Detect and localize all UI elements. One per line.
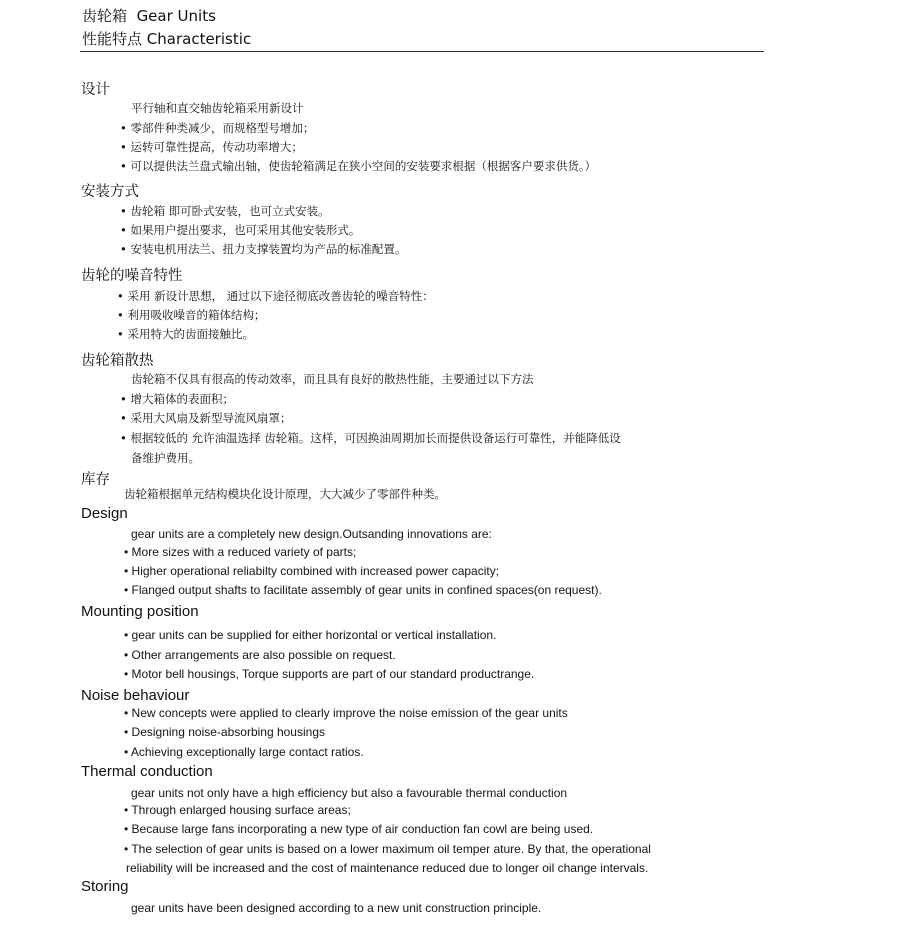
en-design-item: • Higher operational reliabilty combined with increased power capacity;: [124, 564, 500, 578]
en-thermal-heading: Thermal conduction: [81, 763, 213, 780]
en-mounting-item: • gear units can be supplied for either horizontal or vertical installation.: [124, 628, 497, 642]
en-thermal-item: • Through enlarged housing surface areas;: [124, 803, 351, 817]
cn-noise-item: • 采用 新设计思想， 通过以下途径彻底改善齿轮的噪音特性：: [117, 289, 434, 303]
en-thermal-intro: gear units not only have a high efficiency but also a favourable thermal conduction: [131, 786, 568, 800]
en-noise-item: • New concepts were applied to clearly improve the noise emission of the gear units: [124, 706, 568, 720]
title-cn: 齿轮箱: [82, 7, 128, 25]
cn-storing-heading: 库存: [81, 472, 110, 488]
header-divider: [80, 51, 764, 52]
en-design-intro: gear units are a completely new design.Outsanding innovations are:: [131, 527, 492, 541]
cn-mounting-heading: 安装方式: [81, 184, 139, 200]
subtitle-en: Characteristic: [146, 30, 252, 48]
cn-mounting-item: • 齿轮箱 即可卧式安装，也可立式安装。: [120, 204, 330, 218]
en-thermal-item: • Because large fans incorporating a new type of air conduction fan cowl are being used.: [124, 822, 594, 836]
cn-mounting-item: • 安装电机用法兰、扭力支撑装置均为产品的标准配置。: [120, 242, 407, 256]
cn-thermal-item-cont: 备维护费用。: [131, 451, 200, 465]
en-design-item: • Flanged output shafts to facilitate assembly of gear units in confined spaces(on request).: [124, 583, 602, 597]
cn-noise-item: • 利用吸收噪音的箱体结构；: [117, 308, 266, 322]
en-thermal-item-cont: reliability will be increased and the cost of maintenance reduced due to longer oil change intervals.: [126, 861, 649, 875]
subtitle-cn: 性能特点: [82, 30, 143, 48]
en-mounting-heading: Mounting position: [81, 603, 199, 620]
cn-thermal-heading: 齿轮箱散热: [81, 353, 154, 369]
cn-thermal-intro: 齿轮箱不仅具有很高的传动效率，而且具有良好的散热性能，主要通过以下方法: [131, 372, 534, 386]
cn-design-heading: 设计: [81, 82, 110, 98]
document-subtitle: [82, 28, 251, 49]
document-title: [82, 5, 216, 26]
en-thermal-item: • The selection of gear units is based on a lower maximum oil temper ature. By that, the operational: [124, 842, 651, 856]
en-noise-item: • Achieving exceptionally large contact ratios.: [124, 745, 364, 759]
en-design-heading: Design: [81, 505, 128, 522]
title-en: Gear Units: [136, 7, 216, 25]
en-mounting-item: • Motor bell housings, Torque supports are part of our standard productrange.: [124, 667, 535, 681]
en-noise-heading: Noise behaviour: [81, 687, 190, 704]
en-storing-text: gear units have been designed according to a new unit construction principle.: [131, 901, 542, 915]
cn-storing-text: 齿轮箱根据单元结构模块化设计原理，大大减少了零部件种类。: [124, 487, 446, 501]
cn-noise-item: • 采用特大的齿面接触比。: [117, 327, 254, 341]
en-storing-heading: Storing: [81, 878, 129, 895]
cn-design-item: • 可以提供法兰盘式输出轴，使齿轮箱满足在狭小空间的安装要求根据（根据客户要求供货。）: [120, 159, 597, 173]
cn-mounting-item: • 如果用户提出要求，也可采用其他安装形式。: [120, 223, 361, 237]
en-mounting-item: • Other arrangements are also possible on request.: [124, 648, 396, 662]
cn-thermal-item: • 采用大风扇及新型导流风扇罩；: [120, 411, 292, 425]
cn-design-item: • 运转可靠性提高，传动功率增大；: [120, 140, 303, 154]
en-noise-item: • Designing noise-absorbing housings: [124, 725, 325, 739]
cn-thermal-item: • 根据较低的 允许油温选择 齿轮箱。这样，可因换油周期加长而提供设备运行可靠性，并能降低设: [120, 431, 621, 445]
cn-design-item: • 零部件种类减少，而规格型号增加；: [120, 121, 315, 135]
cn-thermal-item: • 增大箱体的表面积；: [120, 392, 234, 406]
en-design-item: • More sizes with a reduced variety of parts;: [124, 545, 357, 559]
cn-design-intro: 平行轴和直交轴齿轮箱采用新设计: [131, 101, 304, 115]
cn-noise-heading: 齿轮的噪音特性: [81, 268, 183, 284]
